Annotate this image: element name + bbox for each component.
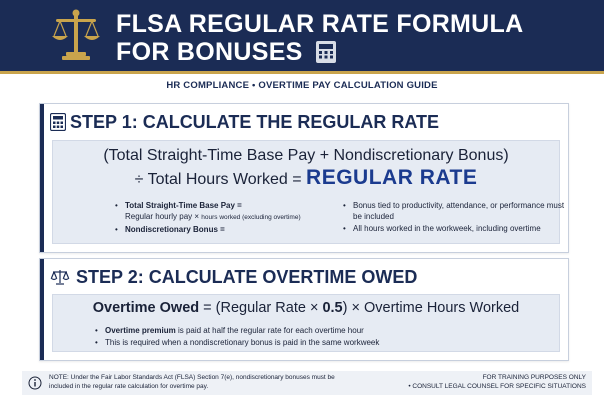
- note-text: is paid at half the regular rate for each overtime hour: [177, 326, 364, 335]
- info-icon: [28, 376, 42, 390]
- step1-formula-panel: [52, 140, 565, 244]
- definition-term: Nondiscretionary Bonus =: [125, 225, 225, 234]
- disclaimer-line-2: • CONSULT LEGAL COUNSEL FOR SPECIFIC SITUATIONS: [408, 382, 586, 390]
- formula-factor: 0.5: [322, 300, 343, 316]
- title-line-2: FOR BONUSES: [116, 38, 303, 66]
- list-item: • This is required when a nondiscretionary bonus is paid in the same workweek: [95, 338, 380, 347]
- list-item: • Nondiscretionary Bonus =: [115, 225, 225, 234]
- step2-formula-panel: [52, 294, 560, 352]
- definition-detail-small: hours worked (excluding overtime): [201, 213, 301, 221]
- formula-label: Overtime Owed: [92, 300, 200, 316]
- overtime-formula: [53, 300, 559, 316]
- list-item: • All hours worked in the workweek, including overtime: [343, 224, 541, 233]
- step1-title: STEP 1: CALCULATE THE REGULAR RATE: [70, 112, 440, 132]
- note-text: This is required when a nondiscretionary bonus is paid in the same workweek: [105, 338, 380, 347]
- list-item: • Bonus tied to productivity, attendance, or performance must be included: [343, 201, 568, 222]
- footer: [22, 371, 592, 395]
- title-line-1: FLSA REGULAR RATE FORMULA: [116, 10, 524, 38]
- card-accent-bar: [40, 259, 44, 360]
- formula-divisor-text: ÷ Total Hours Worked =: [134, 171, 302, 188]
- step2-card: [39, 258, 569, 361]
- scales-icon: [50, 8, 102, 62]
- footer-note: NOTE: Under the Fair Labor Standards Act (FLSA) Section 7(e), nondiscretionary bonuses must be included in the regular rate calculation for overtime pay.: [49, 374, 335, 390]
- scales-icon: [50, 268, 70, 286]
- calculator-icon: [315, 40, 337, 64]
- formula-middle: = (Regular Rate ×: [203, 300, 319, 316]
- definitions-right: [343, 201, 568, 237]
- overtime-notes: [95, 325, 379, 349]
- definitions-left: [115, 201, 335, 238]
- formula-end: ) × Overtime Hours Worked: [342, 300, 520, 316]
- footer-disclaimer: [386, 374, 586, 391]
- definition-text: All hours worked in the workweek, including overtime: [353, 224, 541, 233]
- definition-detail: Regular hourly pay ×: [125, 211, 200, 221]
- step1-card: [39, 103, 569, 253]
- definition-term: Total Straight-Time Base Pay =: [125, 201, 242, 210]
- list-item: • Total Straight-Time Base Pay = Regular hourly pay × hours worked (excluding overtime): [115, 201, 301, 221]
- formula-divisor: [53, 166, 559, 190]
- subtitle: HR COMPLIANCE • OVERTIME PAY CALCULATION GUIDE: [166, 80, 438, 91]
- header-banner: [0, 0, 604, 74]
- formula-result: REGULAR RATE: [306, 166, 478, 189]
- note-bold: Overtime premium: [105, 326, 176, 335]
- disclaimer-line-1: FOR TRAINING PURPOSES ONLY: [482, 374, 586, 381]
- list-item: • Overtime premium is paid at half the regular rate for each overtime hour: [95, 326, 364, 335]
- page-title: [116, 10, 556, 66]
- step2-title: STEP 2: CALCULATE OVERTIME OWED: [76, 267, 418, 287]
- formula-numerator: (Total Straight-Time Base Pay + Nondiscretionary Bonus): [103, 147, 509, 164]
- definition-text: Bonus tied to productivity, attendance, or performance must be included: [353, 201, 565, 221]
- card-accent-bar: [40, 104, 44, 252]
- calculator-icon: [50, 113, 66, 131]
